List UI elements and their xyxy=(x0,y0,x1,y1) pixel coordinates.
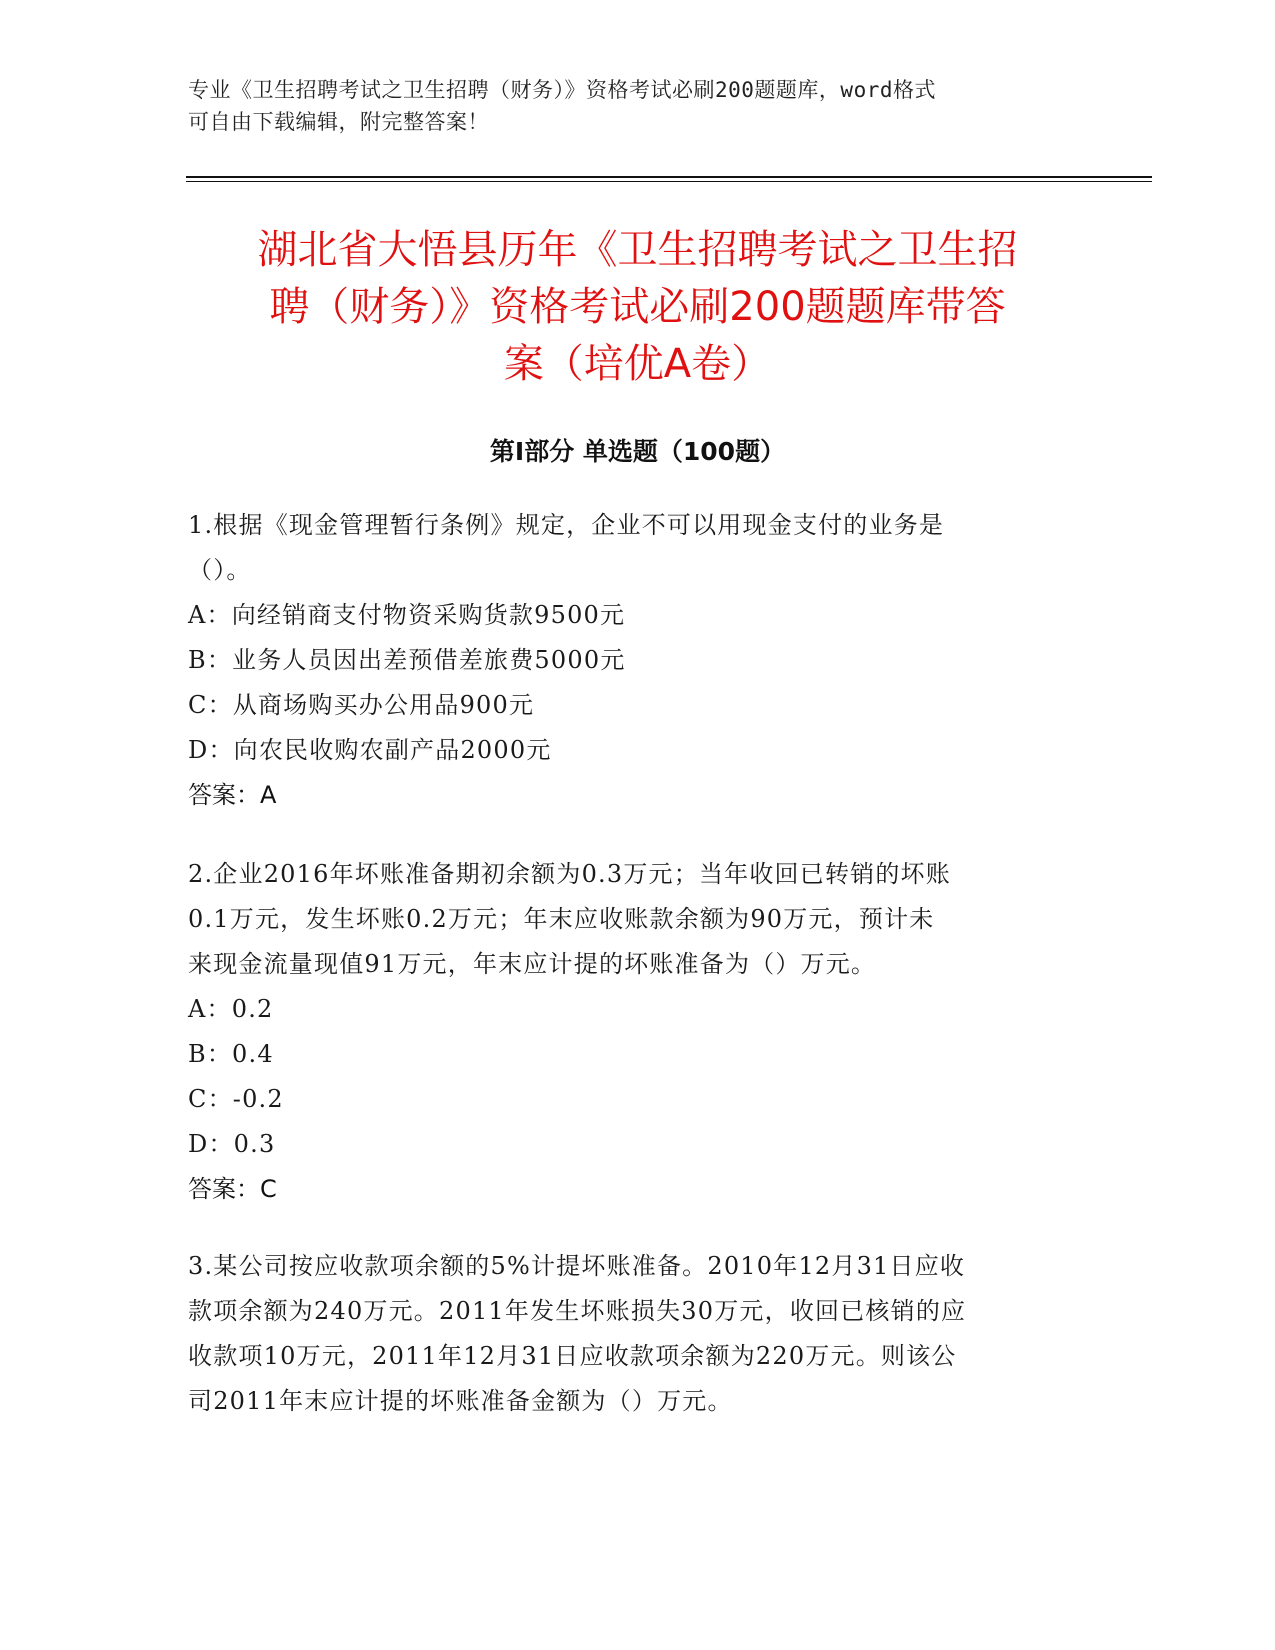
option-b: B：业务人员因出差预借差旅费5000元 xyxy=(188,646,626,674)
header-divider-thin xyxy=(186,181,1152,182)
option-b: B：0.4 xyxy=(188,1040,274,1068)
section-heading: 第Ⅰ部分 单选题（100题） xyxy=(489,437,786,466)
title-line-2: 聘（财务）》资格考试必刷200题题库带答 xyxy=(269,284,1006,330)
option-c: C：-0.2 xyxy=(188,1085,284,1113)
header-divider-thick xyxy=(186,176,1152,178)
answer-label: 答案：A xyxy=(188,781,277,809)
question-stem-line: 1.根据《现金管理暂行条例》规定，企业不可以用现金支付的业务是 xyxy=(188,511,945,539)
title-line-3: 案（培优A卷） xyxy=(503,341,772,387)
question-stem-line: 2.企业2016年坏账准备期初余额为0.3万元；当年收回已转销的坏账 xyxy=(188,860,951,888)
question-stem-line: 来现金流量现值91万元，年末应计提的坏账准备为（）万元。 xyxy=(188,950,877,978)
question-stem-line: 司2011年末应计提的坏账准备金额为（）万元。 xyxy=(188,1387,733,1415)
option-d: D：0.3 xyxy=(188,1130,276,1158)
question-1 xyxy=(188,503,1088,818)
question-2 xyxy=(188,852,1088,1212)
option-c: C：从商场购买办公用品900元 xyxy=(188,691,535,719)
question-stem-line: 款项余额为240万元。2011年发生坏账损失30万元，收回已核销的应 xyxy=(188,1297,967,1325)
title-line-1: 湖北省大悟县历年《卫生招聘考试之卫生招 xyxy=(257,227,1018,273)
option-a: A：0.2 xyxy=(188,995,274,1023)
option-d: D：向农民收购农副产品2000元 xyxy=(188,736,552,764)
question-stem-line: 收款项10万元，2011年12月31日应收款项余额为220万元。则该公 xyxy=(188,1342,957,1370)
header-note-line-2: 可自由下载编辑，附完整答案！ xyxy=(188,110,489,134)
question-stem-line: 0.1万元，发生坏账0.2万元；年末应收账款余额为90万元，预计未 xyxy=(188,905,935,933)
option-a: A：向经销商支付物资采购货款9500元 xyxy=(188,601,626,629)
answer-label: 答案：C xyxy=(188,1175,277,1203)
header-note-line-1: 专业《卫生招聘考试之卫生招聘（财务）》资格考试必刷200题题库，word格式 xyxy=(188,78,936,102)
header-note xyxy=(188,74,1068,138)
question-3 xyxy=(188,1244,1088,1424)
question-stem-line: （）。 xyxy=(188,556,252,584)
question-stem-line: 3.某公司按应收款项余额的5%计提坏账准备。2010年12月31日应收 xyxy=(188,1252,966,1280)
document-title xyxy=(180,222,1095,393)
